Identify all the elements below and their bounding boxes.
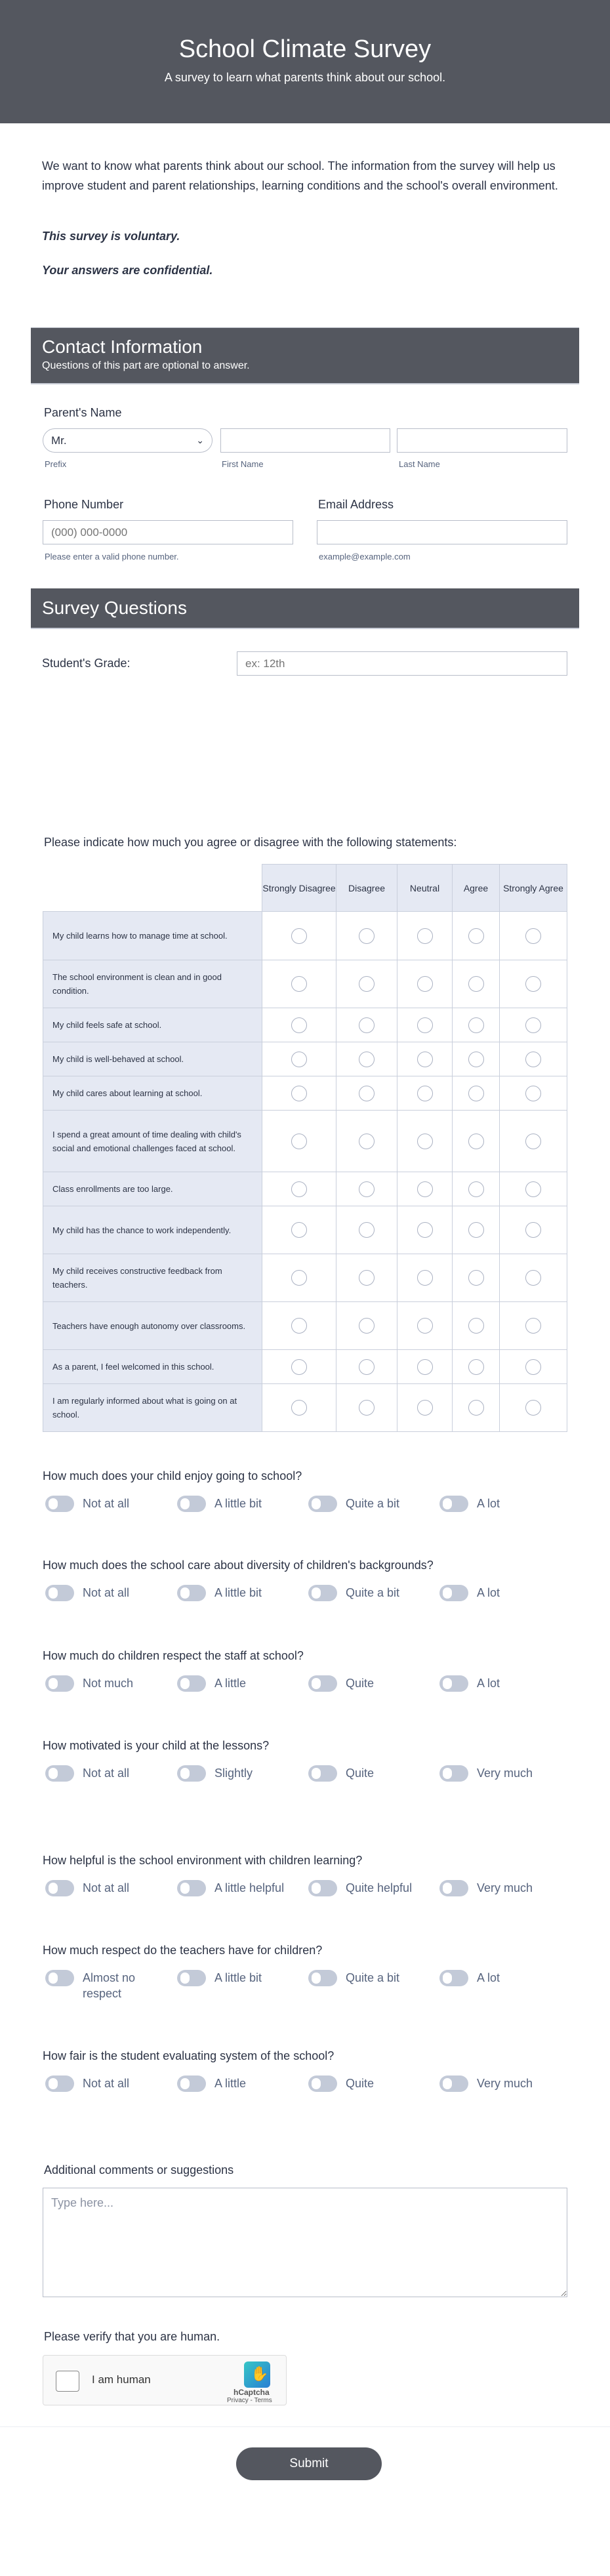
toggle-label: Not at all: [83, 1586, 130, 1599]
matrix-cell: [453, 912, 500, 960]
matrix-cell: [336, 1008, 397, 1042]
matrix-radio[interactable]: [525, 1134, 541, 1149]
last-name-input[interactable]: [397, 428, 567, 453]
form-subtitle: A survey to learn what parents think about our school.: [164, 71, 446, 84]
captcha-text: I am human: [92, 2373, 151, 2386]
toggle-option[interactable]: [439, 1765, 571, 1782]
matrix-cell: [453, 1350, 500, 1384]
toggle-label: Quite: [346, 1677, 375, 1690]
matrix-radio[interactable]: [359, 1086, 375, 1101]
question-label: How helpful is the school environment with children learning?: [43, 1854, 363, 1867]
submit-button[interactable]: Submit: [236, 2447, 382, 2480]
matrix-cell: [453, 1076, 500, 1111]
matrix-radio[interactable]: [468, 1134, 484, 1149]
matrix-row: [43, 1172, 567, 1206]
matrix-radio[interactable]: [359, 1359, 375, 1375]
toggle-option[interactable]: [45, 1675, 176, 1692]
toggle-label: A lot: [477, 1586, 500, 1599]
matrix-cell: [500, 960, 567, 1008]
matrix-cell: [397, 1350, 453, 1384]
voluntary-note: This survey is voluntary.: [42, 230, 180, 243]
toggle-switch[interactable]: [45, 1765, 74, 1782]
toggle-switch[interactable]: [45, 1880, 74, 1896]
matrix-radio[interactable]: [468, 976, 484, 992]
matrix-cell: [336, 960, 397, 1008]
matrix-radio[interactable]: [291, 1359, 307, 1375]
matrix-radio[interactable]: [359, 1400, 375, 1416]
matrix-column-header: Strongly Agree: [500, 865, 567, 912]
matrix-cell: [262, 1076, 336, 1111]
captcha-privacy-terms-link[interactable]: Privacy - Terms: [227, 2397, 272, 2404]
toggle-option[interactable]: [177, 1765, 308, 1782]
matrix-cell: [453, 1206, 500, 1254]
section-subtitle: Questions of this part are optional to answer.: [42, 360, 250, 371]
toggle-option[interactable]: [308, 1675, 439, 1692]
matrix-row-label: My child is well-behaved at school.: [43, 1042, 262, 1076]
email-help: example@example.com: [319, 552, 411, 562]
matrix-radio[interactable]: [525, 1086, 541, 1101]
toggle-switch[interactable]: [177, 1765, 206, 1782]
matrix-cell: [262, 1206, 336, 1254]
matrix-radio[interactable]: [359, 1318, 375, 1334]
matrix-radio[interactable]: [359, 1181, 375, 1197]
confidential-note: Your answers are confidential.: [42, 264, 213, 277]
matrix-radio[interactable]: [291, 1052, 307, 1067]
matrix-radio[interactable]: [359, 1222, 375, 1238]
matrix-radio[interactable]: [417, 1052, 433, 1067]
matrix-cell: [397, 1172, 453, 1206]
section-title: Contact Information: [42, 337, 203, 357]
toggle-switch[interactable]: [45, 2075, 74, 2092]
toggle-switch[interactable]: [45, 1675, 74, 1692]
toggle-switch[interactable]: [45, 1970, 74, 1986]
toggle-switch[interactable]: [177, 1496, 206, 1512]
toggle-label: A lot: [477, 1677, 500, 1690]
toggle-option[interactable]: [177, 1675, 308, 1692]
matrix-radio[interactable]: [468, 1086, 484, 1101]
comments-label: Additional comments or suggestions: [44, 2163, 234, 2177]
form-header: [0, 0, 610, 123]
intro-paragraph: We want to know what parents think about our school. The information from the survey will help us improve student and parent relationships, learning conditions and the school's overall environment.: [42, 159, 558, 192]
toggle-label: Quite a bit: [346, 1586, 400, 1599]
parent-name-label: Parent's Name: [44, 406, 122, 419]
matrix-cell: [336, 1076, 397, 1111]
matrix-radio[interactable]: [417, 1181, 433, 1197]
matrix-radio[interactable]: [291, 1222, 307, 1238]
matrix-cell: [397, 1042, 453, 1076]
matrix-cell: [262, 1302, 336, 1350]
matrix-cell: [262, 1350, 336, 1384]
question-label: How much does the school care about diversity of children's backgrounds?: [43, 1559, 434, 1572]
matrix-cell: [500, 1111, 567, 1172]
toggle-option[interactable]: [177, 1970, 308, 1986]
toggle-switch[interactable]: [177, 1675, 206, 1692]
matrix-cell: [336, 1172, 397, 1206]
matrix-radio[interactable]: [291, 1318, 307, 1334]
hcaptcha-logo-icon: ✋: [244, 2361, 270, 2388]
matrix-prompt: Please indicate how much you agree or disagree with the following statements:: [44, 836, 457, 849]
matrix-radio[interactable]: [417, 1318, 433, 1334]
toggle-label: Not much: [83, 1677, 134, 1690]
matrix-cell: [262, 1172, 336, 1206]
matrix-row: [43, 1350, 567, 1384]
toggle-option[interactable]: [45, 1496, 176, 1512]
toggle-label: A little: [214, 1677, 247, 1690]
matrix-row: [43, 1008, 567, 1042]
matrix-row: [43, 1254, 567, 1302]
matrix-radio[interactable]: [417, 1400, 433, 1416]
matrix-cell: [336, 912, 397, 960]
toggle-option[interactable]: [308, 1496, 439, 1512]
matrix-cell: [397, 912, 453, 960]
toggle-option[interactable]: [308, 2075, 439, 2092]
contact-section-header: [31, 328, 579, 384]
toggle-option[interactable]: [439, 2075, 571, 2092]
question-label: How motivated is your child at the lessons?: [43, 1739, 270, 1752]
matrix-cell: [500, 1384, 567, 1432]
matrix-radio[interactable]: [417, 1359, 433, 1375]
email-label: Email Address: [318, 498, 394, 511]
matrix-cell: [500, 1008, 567, 1042]
matrix-row-label: Teachers have enough autonomy over classrooms.: [43, 1302, 262, 1350]
matrix-cell: [397, 960, 453, 1008]
matrix-radio[interactable]: [468, 1017, 484, 1033]
matrix-cell: [262, 1111, 336, 1172]
matrix-cell: [500, 1076, 567, 1111]
matrix-radio[interactable]: [359, 976, 375, 992]
email-input[interactable]: [317, 520, 567, 544]
matrix-row: [43, 912, 567, 960]
toggle-label: A little: [214, 2077, 247, 2090]
toggle-label: Very much: [477, 1767, 533, 1780]
matrix-row: [43, 1111, 567, 1172]
toggle-option[interactable]: [439, 1880, 571, 1896]
matrix-cell: [453, 960, 500, 1008]
matrix-radio[interactable]: [417, 1222, 433, 1238]
toggle-switch[interactable]: [177, 2075, 206, 2092]
matrix-cell: [336, 1350, 397, 1384]
matrix-radio[interactable]: [291, 1134, 307, 1149]
toggle-option[interactable]: [177, 1496, 308, 1512]
toggle-option[interactable]: [177, 1880, 308, 1896]
matrix-radio[interactable]: [359, 1017, 375, 1033]
matrix-corner: [43, 865, 262, 912]
matrix-radio[interactable]: [468, 1270, 484, 1286]
matrix-row: [43, 960, 567, 1008]
matrix-row-label: Class enrollments are too large.: [43, 1172, 262, 1206]
matrix-radio[interactable]: [468, 1400, 484, 1416]
toggle-switch[interactable]: [308, 1765, 337, 1782]
matrix-column-header: Neutral: [397, 865, 453, 912]
matrix-row-label: My child receives constructive feedback from teachers.: [43, 1254, 262, 1302]
footer-divider: [0, 2426, 610, 2427]
toggle-option[interactable]: [308, 1585, 439, 1601]
last-name-sublabel: Last Name: [399, 459, 440, 469]
matrix-radio[interactable]: [417, 1270, 433, 1286]
prefix-select[interactable]: [43, 428, 213, 453]
toggle-option[interactable]: [45, 1970, 176, 2001]
toggle-label: Quite a bit: [346, 1497, 400, 1510]
matrix-row: [43, 1384, 567, 1432]
toggle-switch[interactable]: [308, 1585, 337, 1601]
toggle-switch[interactable]: [177, 1585, 206, 1601]
matrix-radio[interactable]: [468, 1318, 484, 1334]
matrix-radio[interactable]: [291, 976, 307, 992]
matrix-cell: [453, 1302, 500, 1350]
toggle-label: Slightly: [214, 1767, 253, 1780]
toggle-label: Not at all: [83, 1881, 130, 1894]
prefix-sublabel: Prefix: [45, 459, 67, 469]
matrix-cell: [453, 1254, 500, 1302]
toggle-option[interactable]: [177, 2075, 308, 2092]
matrix-cell: [397, 1111, 453, 1172]
toggle-switch[interactable]: [308, 1880, 337, 1896]
matrix-radio[interactable]: [291, 1181, 307, 1197]
toggle-label: Quite a bit: [346, 1971, 400, 1984]
matrix-row-label: My child cares about learning at school.: [43, 1076, 262, 1111]
matrix-cell: [397, 1008, 453, 1042]
toggle-label: Very much: [477, 1881, 533, 1894]
matrix-radio[interactable]: [525, 1222, 541, 1238]
toggle-option[interactable]: [439, 1585, 571, 1601]
toggle-label: A lot: [477, 1971, 500, 1984]
matrix-cell: [397, 1384, 453, 1432]
first-name-input[interactable]: [220, 428, 390, 453]
matrix-cell: [453, 1111, 500, 1172]
matrix-cell: [336, 1042, 397, 1076]
phone-help: Please enter a valid phone number.: [45, 552, 179, 562]
matrix-cell: [453, 1008, 500, 1042]
matrix-row: [43, 1076, 567, 1111]
matrix-row-label: I spend a great amount of time dealing with child's social and emotional challenges faced at school.: [43, 1111, 262, 1172]
question-label: How much does your child enjoy going to school?: [43, 1469, 302, 1482]
matrix-radio[interactable]: [291, 1400, 307, 1416]
toggle-switch[interactable]: [439, 1970, 468, 1986]
matrix-radio[interactable]: [525, 1181, 541, 1197]
toggle-option[interactable]: [45, 1585, 176, 1601]
toggle-option[interactable]: [177, 1585, 308, 1601]
toggle-option[interactable]: [308, 1765, 439, 1782]
matrix-radio[interactable]: [468, 1181, 484, 1197]
verify-label: Please verify that you are human.: [44, 2330, 220, 2343]
toggle-option[interactable]: [308, 1970, 439, 1986]
matrix-row-label: As a parent, I feel welcomed in this school.: [43, 1350, 262, 1384]
matrix-cell: [500, 1172, 567, 1206]
grade-input[interactable]: [237, 651, 567, 676]
matrix-cell: [397, 1076, 453, 1111]
toggle-label: A little bit: [214, 1497, 262, 1510]
grade-label: Student's Grade:: [42, 657, 131, 670]
toggle-label: Not at all: [83, 1767, 130, 1780]
matrix-radio[interactable]: [468, 1222, 484, 1238]
matrix-cell: [500, 912, 567, 960]
toggle-switch[interactable]: [308, 1496, 337, 1512]
toggle-label: Quite helpful: [346, 1881, 413, 1894]
matrix-cell: [336, 1206, 397, 1254]
matrix-radio[interactable]: [525, 928, 541, 944]
toggle-label: Very much: [477, 2077, 533, 2090]
form-title: School Climate Survey: [178, 35, 432, 63]
first-name-sublabel: First Name: [222, 459, 264, 469]
question-label: How much respect do the teachers have for children?: [43, 1944, 323, 1957]
matrix-cell: [262, 1384, 336, 1432]
toggle-label: A little helpful: [214, 1881, 285, 1894]
toggle-option[interactable]: [45, 2075, 176, 2092]
matrix-radio[interactable]: [417, 928, 433, 944]
matrix-radio[interactable]: [468, 928, 484, 944]
toggle-switch[interactable]: [439, 1880, 468, 1896]
matrix-radio[interactable]: [291, 1270, 307, 1286]
matrix-radio[interactable]: [525, 1270, 541, 1286]
matrix-cell: [262, 912, 336, 960]
matrix-radio[interactable]: [525, 1017, 541, 1033]
matrix-cell: [500, 1254, 567, 1302]
matrix-radio[interactable]: [359, 928, 375, 944]
matrix-row-label: My child feels safe at school.: [43, 1008, 262, 1042]
matrix-radio[interactable]: [291, 928, 307, 944]
captcha-widget: [43, 2355, 287, 2405]
toggle-label: Not at all: [83, 2077, 130, 2090]
matrix-radio[interactable]: [525, 1318, 541, 1334]
matrix-cell: [336, 1302, 397, 1350]
matrix-cell: [262, 960, 336, 1008]
toggle-switch[interactable]: [439, 1585, 468, 1601]
matrix-radio[interactable]: [468, 1359, 484, 1375]
toggle-switch[interactable]: [439, 2075, 468, 2092]
matrix-column-header: Disagree: [336, 865, 397, 912]
toggle-label: Quite: [346, 2077, 375, 2090]
matrix-cell: [397, 1302, 453, 1350]
matrix-cell: [262, 1254, 336, 1302]
matrix-radio[interactable]: [525, 1400, 541, 1416]
matrix-radio[interactable]: [525, 1052, 541, 1067]
comments-textarea[interactable]: [43, 2188, 567, 2297]
matrix-radio[interactable]: [359, 1052, 375, 1067]
matrix-cell: [453, 1384, 500, 1432]
matrix-cell: [500, 1350, 567, 1384]
toggle-label: Not at all: [83, 1497, 130, 1510]
matrix-radio[interactable]: [417, 1134, 433, 1149]
matrix-radio[interactable]: [359, 1134, 375, 1149]
matrix-cell: [397, 1254, 453, 1302]
matrix-radio[interactable]: [417, 976, 433, 992]
matrix-cell: [500, 1206, 567, 1254]
survey-section-header: [31, 588, 579, 629]
matrix-cell: [336, 1384, 397, 1432]
toggle-switch[interactable]: [439, 1496, 468, 1512]
matrix-radio[interactable]: [417, 1017, 433, 1033]
matrix-cell: [500, 1302, 567, 1350]
matrix-row-label: The school environment is clean and in good condition.: [43, 960, 262, 1008]
toggle-label: A little bit: [214, 1586, 262, 1599]
section-title: Survey Questions: [42, 598, 187, 618]
matrix-cell: [453, 1042, 500, 1076]
matrix-row-label: My child learns how to manage time at school.: [43, 912, 262, 960]
phone-label: Phone Number: [44, 498, 124, 511]
question-label: How much do children respect the staff at school?: [43, 1649, 304, 1662]
matrix-row-label: My child has the chance to work independently.: [43, 1206, 262, 1254]
captcha-checkbox[interactable]: [56, 2371, 79, 2392]
matrix-radio[interactable]: [468, 1052, 484, 1067]
matrix-radio[interactable]: [525, 976, 541, 992]
matrix-column-header: Agree: [453, 865, 500, 912]
matrix-cell: [336, 1111, 397, 1172]
agreement-matrix: [43, 864, 567, 1432]
toggle-option[interactable]: [308, 1880, 439, 1896]
matrix-cell: [336, 1254, 397, 1302]
toggle-switch[interactable]: [308, 1675, 337, 1692]
toggle-option[interactable]: [439, 1970, 571, 1986]
matrix-row: [43, 1302, 567, 1350]
toggle-switch[interactable]: [308, 1970, 337, 1986]
prefix-value: Mr.: [51, 434, 67, 447]
toggle-label: Quite: [346, 1767, 375, 1780]
matrix-radio[interactable]: [291, 1086, 307, 1101]
matrix-cell: [500, 1042, 567, 1076]
toggle-option[interactable]: [45, 1765, 176, 1782]
toggle-option[interactable]: [45, 1880, 176, 1896]
matrix-radio[interactable]: [359, 1270, 375, 1286]
toggle-switch[interactable]: [177, 1880, 206, 1896]
toggle-option[interactable]: [439, 1496, 571, 1512]
toggle-switch[interactable]: [45, 1496, 74, 1512]
toggle-switch[interactable]: [439, 1765, 468, 1782]
captcha-brand: hCaptcha: [234, 2388, 270, 2397]
matrix-cell: [262, 1008, 336, 1042]
matrix-radio[interactable]: [525, 1359, 541, 1375]
matrix-row: [43, 1042, 567, 1076]
toggle-label: A little bit: [214, 1971, 262, 1984]
question-label: How fair is the student evaluating system of the school?: [43, 2049, 335, 2062]
matrix-cell: [262, 1042, 336, 1076]
toggle-switch[interactable]: [177, 1970, 206, 1986]
toggle-switch[interactable]: [308, 2075, 337, 2092]
matrix-radio[interactable]: [417, 1086, 433, 1101]
toggle-option[interactable]: [439, 1675, 571, 1692]
matrix-row: [43, 1206, 567, 1254]
toggle-switch[interactable]: [439, 1675, 468, 1692]
matrix-column-header: Strongly Disagree: [262, 865, 336, 912]
matrix-cell: [397, 1206, 453, 1254]
phone-input[interactable]: [43, 520, 293, 544]
toggle-switch[interactable]: [45, 1585, 74, 1601]
matrix-row-label: I am regularly informed about what is going on at school.: [43, 1384, 262, 1432]
chevron-down-icon: ⌄: [196, 435, 204, 445]
matrix-radio[interactable]: [291, 1017, 307, 1033]
toggle-label: A lot: [477, 1497, 500, 1510]
matrix-cell: [453, 1172, 500, 1206]
toggle-label: Almost no respect: [83, 1971, 136, 2000]
